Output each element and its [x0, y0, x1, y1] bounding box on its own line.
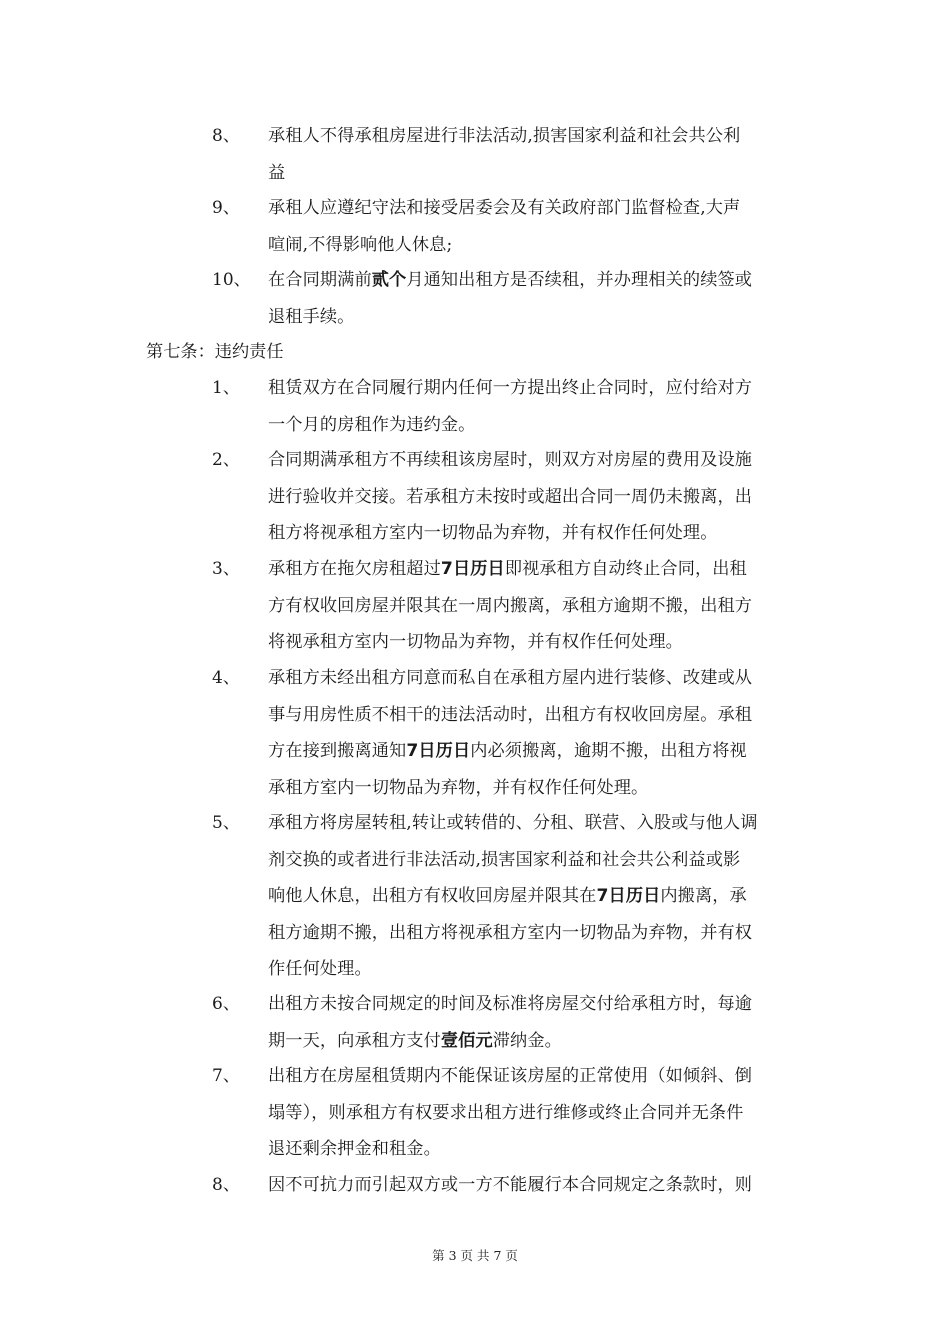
text-line — [268, 190, 810, 227]
text-run: 进行验收并交接。若承租方未按时或超出合同一周仍未搬离，出 — [268, 486, 753, 507]
text-run: 出租方未按合同规定的时间及标准将房屋交付给承租方时，每逾 — [268, 994, 753, 1014]
text-run: 塌等），则承租方有权要求出租方进行维修或终止合同并无条件 — [268, 1102, 744, 1123]
text-run: 承租方将房屋转租,转让或转借的、分租、联营、入股或与他人调 — [268, 813, 758, 833]
item-number: 10、 — [212, 270, 251, 290]
text-run: 租方逾期不搬，出租方将视承租方室内一切物品为弃物，并有权 — [268, 922, 753, 943]
text-run: 退还剩余押金和租金。 — [268, 1139, 441, 1159]
text-line — [268, 515, 810, 552]
item-text — [268, 551, 810, 661]
text-line — [268, 1131, 810, 1168]
text-line — [268, 299, 810, 336]
item-text — [268, 370, 810, 443]
text-line — [268, 1095, 810, 1132]
text-line — [268, 915, 810, 952]
item-number: 2、 — [212, 450, 240, 470]
text-run: 在合同期满前 — [268, 270, 372, 290]
item-number: 8、 — [212, 1175, 240, 1195]
text-line — [268, 733, 810, 770]
text-run: 内必须搬离，逾期不搬，出租方将视 — [470, 741, 747, 761]
text-line — [268, 370, 810, 407]
text-line — [268, 878, 810, 915]
text-line — [268, 262, 810, 299]
item-text — [268, 660, 810, 806]
text-line — [268, 442, 810, 479]
text-run: 事与用房性质不相干的违法活动时，出租方有权收回房屋。承租 — [268, 704, 753, 725]
item-text — [268, 118, 810, 191]
text-line — [268, 551, 810, 588]
text-run: 因不可抗力而引起双方或一方不能履行本合同规定之条款时，则 — [268, 1175, 753, 1195]
item-text — [268, 1058, 810, 1168]
item-number: 7、 — [212, 1066, 240, 1086]
text-run: 响他人休息，出租方有权收回房屋并限其在 — [268, 886, 597, 906]
emphasized-text: 贰个 — [371, 270, 407, 290]
text-line — [268, 118, 810, 155]
text-run: 滞纳金。 — [492, 1030, 562, 1051]
text-line — [268, 986, 810, 1023]
emphasized-text: 7日历日 — [406, 741, 471, 761]
text-run: 将视承租方室内一切物品为弃物，并有权作任何处理。 — [268, 632, 683, 652]
text-run: 期一天，向承租方支付 — [268, 1030, 441, 1051]
emphasized-text: 7日历日 — [596, 886, 661, 906]
text-line — [268, 1167, 810, 1204]
item-number: 8、 — [212, 126, 240, 146]
text-run: 一个月的房租作为违约金。 — [268, 414, 476, 435]
text-line — [268, 951, 810, 988]
text-run: 剂交换的或者进行非法活动,损害国家利益和社会共公利益或影 — [268, 849, 741, 870]
text-run: 承租方未经出租方同意而私自在承租方屋内进行装修、改建或从 — [268, 668, 753, 688]
text-line — [268, 624, 810, 661]
text-run: 方有权收回房屋并限其在一周内搬离，承租方逾期不搬，出租方 — [268, 595, 753, 616]
text-line — [268, 227, 810, 264]
item-number: 6、 — [212, 994, 240, 1014]
text-line — [268, 155, 810, 192]
item-number: 5、 — [212, 813, 240, 833]
text-line — [268, 660, 810, 697]
text-line — [268, 842, 810, 879]
item-number: 9、 — [212, 198, 240, 218]
text-line — [268, 479, 810, 516]
text-run: 出租方在房屋租赁期内不能保证该房屋的正常使用（如倾斜、倒 — [268, 1066, 753, 1086]
item-text — [268, 262, 810, 335]
emphasized-text: 7日历日 — [440, 559, 505, 579]
text-line — [268, 407, 810, 444]
text-run: 合同期满承租方不再续租该房屋时，则双方对房屋的费用及设施 — [268, 450, 753, 470]
item-number: 1、 — [212, 378, 240, 398]
text-run: 即视承租方自动终止合同，出租 — [504, 559, 747, 579]
text-run: 喧闹,不得影响他人休息; — [268, 234, 453, 255]
text-run: 承租方室内一切物品为弃物，并有权作任何处理。 — [268, 777, 649, 798]
text-line — [268, 1058, 810, 1095]
item-number: 3、 — [212, 559, 240, 579]
text-run: 方在接到搬离通知 — [268, 741, 407, 761]
page-footer: 第 3 页 共 7 页 — [432, 1248, 518, 1263]
text-line — [268, 770, 810, 807]
item-text — [268, 190, 810, 263]
text-run: 益 — [268, 162, 286, 183]
item-text — [268, 986, 810, 1059]
text-run: 租方将视承租方室内一切物品为弃物，并有权作任何处理。 — [268, 523, 718, 543]
item-number: 4、 — [212, 668, 240, 688]
item-text — [268, 442, 810, 552]
text-run: 作任何处理。 — [268, 959, 372, 979]
text-line — [268, 805, 810, 842]
item-text — [268, 1167, 810, 1204]
item-text — [268, 805, 810, 988]
text-line — [268, 1023, 810, 1060]
section-heading: 第七条：违约责任 — [146, 342, 284, 362]
text-run: 内搬离，承 — [660, 886, 747, 906]
text-run: 退租手续。 — [268, 306, 355, 327]
text-run: 租赁双方在合同履行期内任何一方提出终止合同时，应付给对方 — [268, 378, 753, 398]
emphasized-text: 壹佰元 — [440, 1030, 493, 1051]
text-run: 月通知出租方是否续租，并办理相关的续签或 — [406, 270, 753, 290]
text-line — [268, 588, 810, 625]
text-run: 承租方在拖欠房租超过 — [268, 559, 441, 579]
text-line — [268, 697, 810, 734]
text-run: 承租人不得承租房屋进行非法活动,损害国家利益和社会共公利 — [268, 126, 741, 146]
text-run: 承租人应遵纪守法和接受居委会及有关政府部门监督检查,大声 — [268, 198, 741, 218]
